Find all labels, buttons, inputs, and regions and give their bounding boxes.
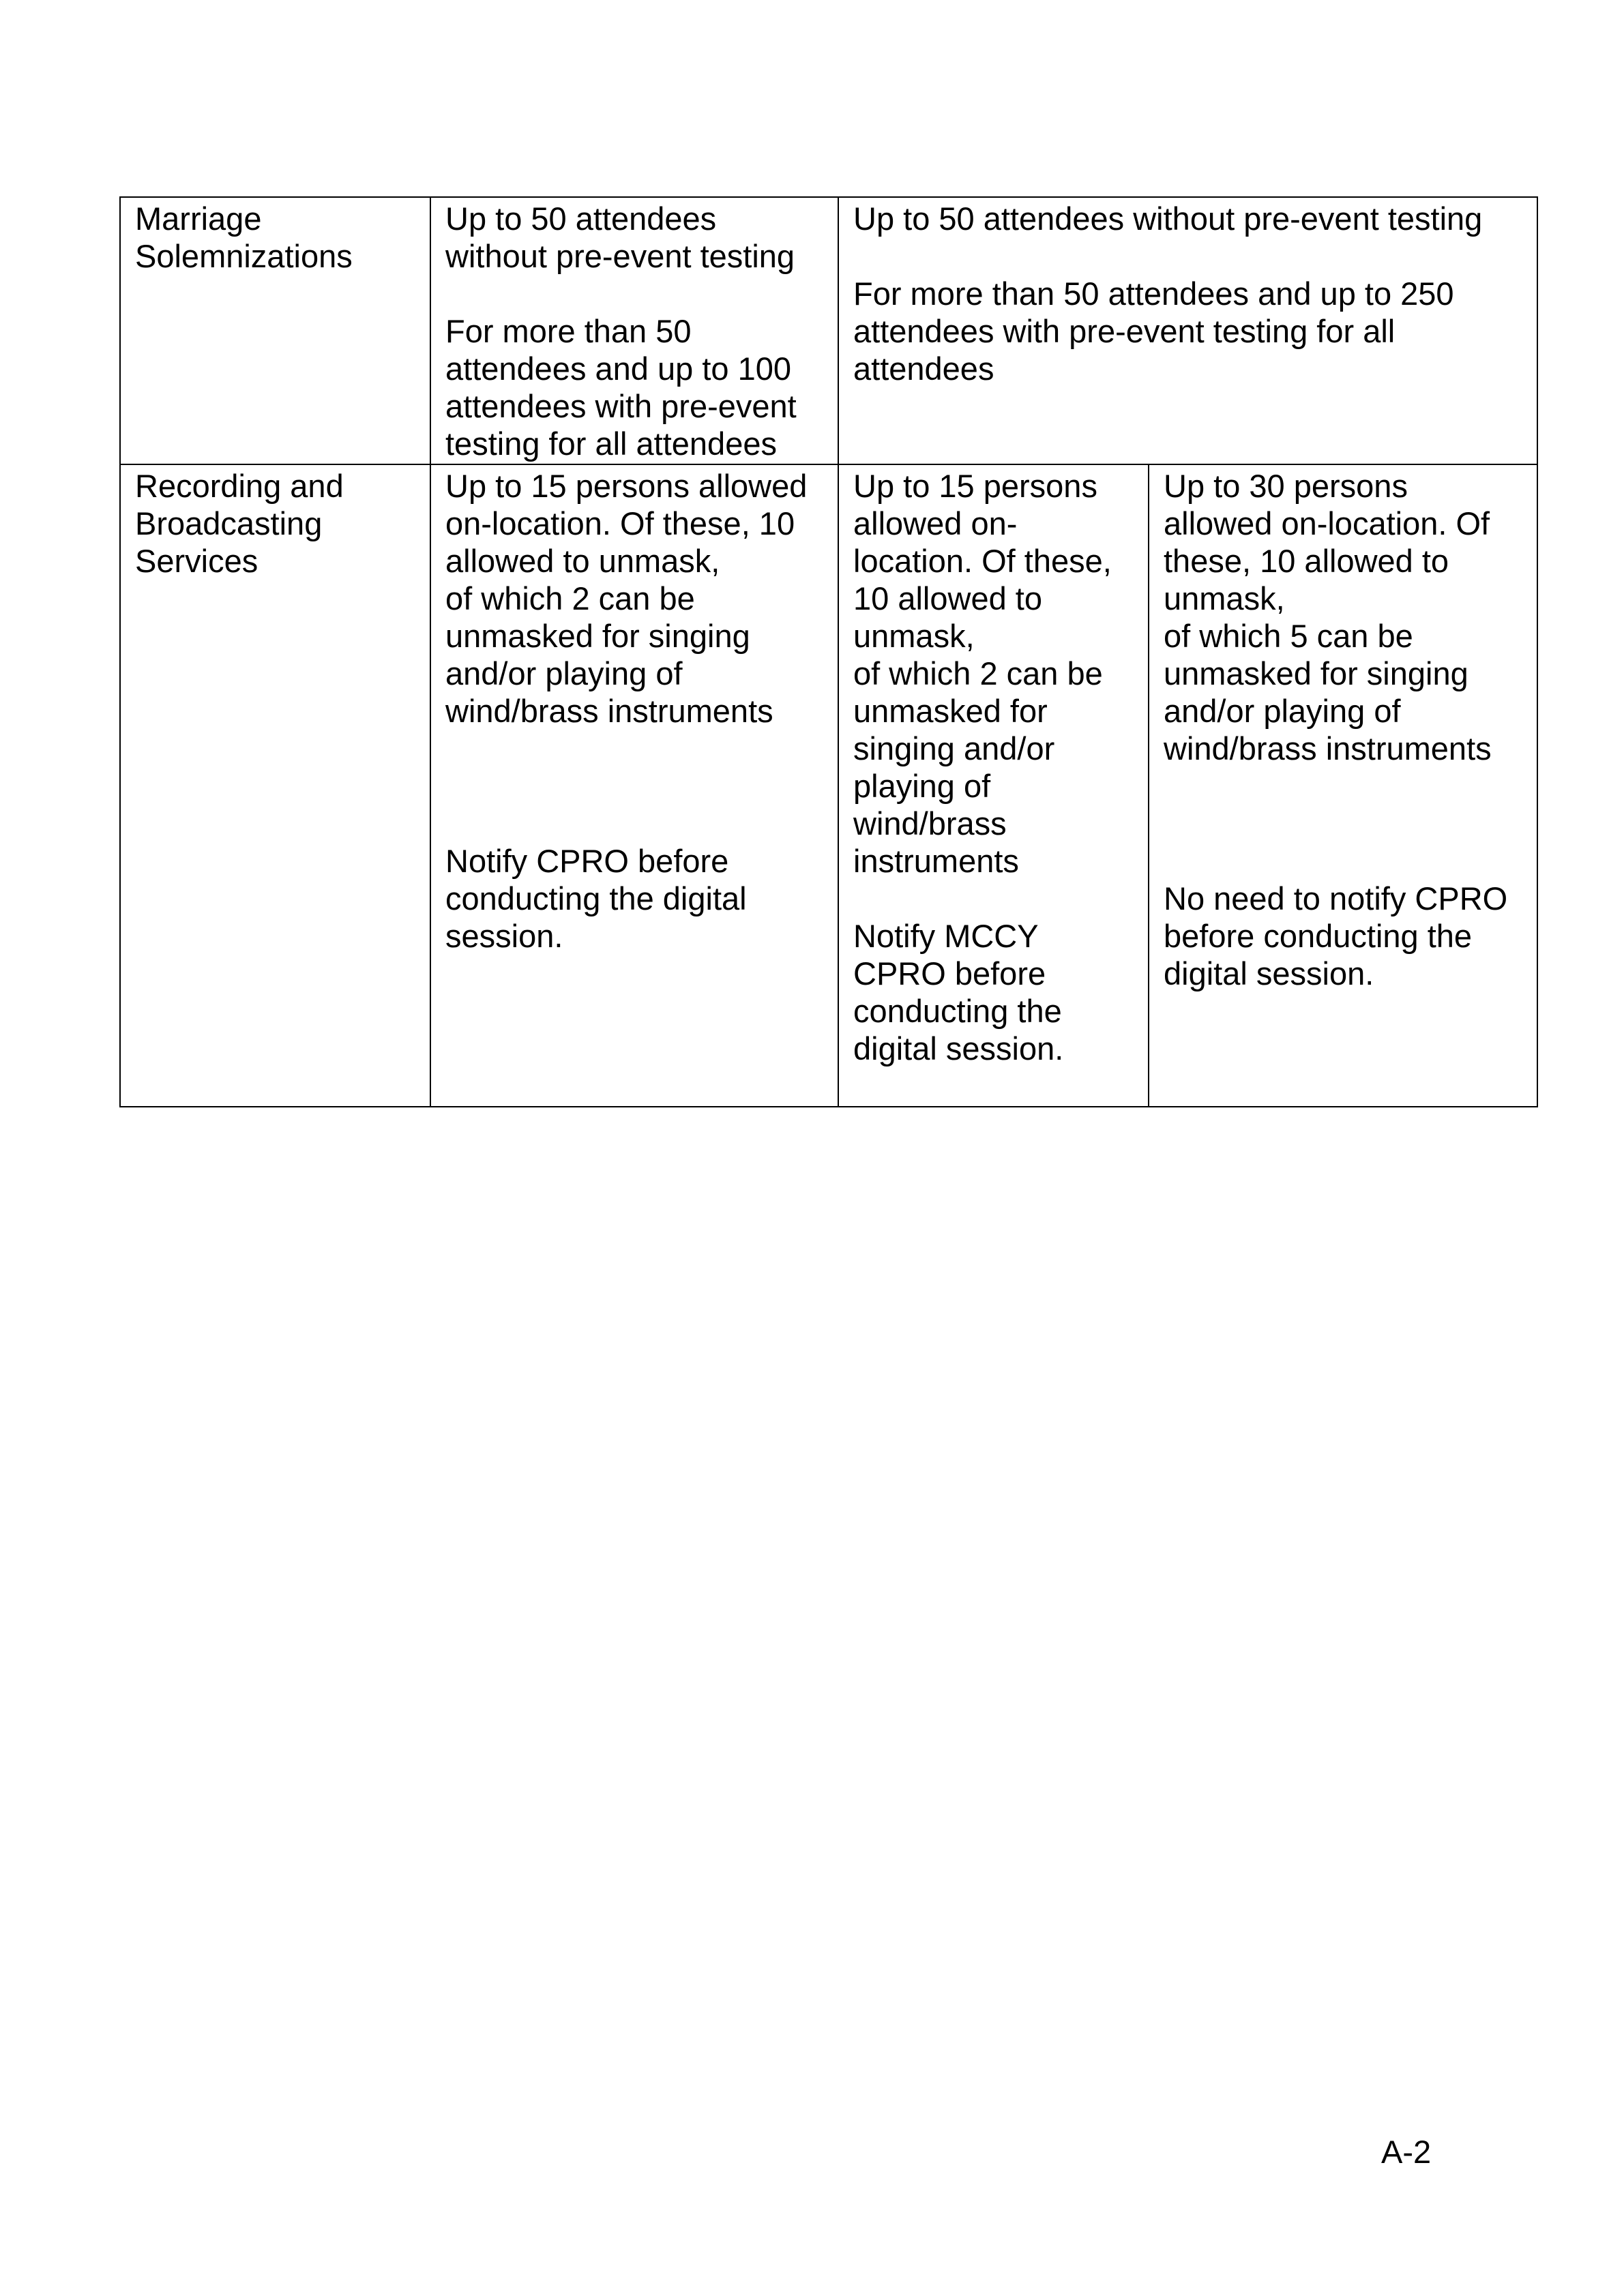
rules-cell [1149,464,1537,1107]
rule-text: Up to 15 persons allowed on- location. Of these, 10 allowed to unmask, of which 2 can be unmasked for singing and/or playing of wind/brass instruments [853,468,1112,879]
rule-text: Up to 50 attendees without pre-event testing [853,200,1483,237]
category-label: Marriage Solemnizations [135,200,353,274]
rule-text: No need to notify CPRO before conducting the digital session. [1164,880,1508,992]
rule-text: Up to 15 persons allowed on-location. Of these, 10 allowed to unmask, of which 2 can be unmasked for singing and/or playing of wind/brass instruments [445,468,808,729]
rule-text: For more than 50 attendees and up to 250 attendees with pre-event testing for all attendees [853,275,1454,387]
rule-text: Notify CPRO before conducting the digital session. [445,843,747,954]
table-row-recording-broadcasting [120,464,1537,1107]
rules-cell [838,464,1149,1107]
rules-cell-merged [838,197,1537,464]
rules-cell [430,197,838,464]
table-row-marriage-solemnizations [120,197,1537,464]
category-cell [120,197,430,464]
rule-text: Up to 30 persons allowed on-location. Of these, 10 allowed to unmask, of which 5 can be unmasked for singing and/or playing of wind/brass instruments [1164,468,1492,766]
category-cell [120,464,430,1107]
page-number: A-2 [1381,2134,1432,2170]
category-label: Recording and Broadcasting Services [135,468,344,579]
rules-cell [430,464,838,1107]
rules-table [119,196,1538,1107]
rule-text: For more than 50 attendees and up to 100 attendees with pre-event testing for all attendees [445,313,797,462]
rule-text: Notify MCCY CPRO before conducting the digital session. [853,918,1064,1067]
rule-text: Up to 50 attendees without pre-event testing [445,200,795,274]
